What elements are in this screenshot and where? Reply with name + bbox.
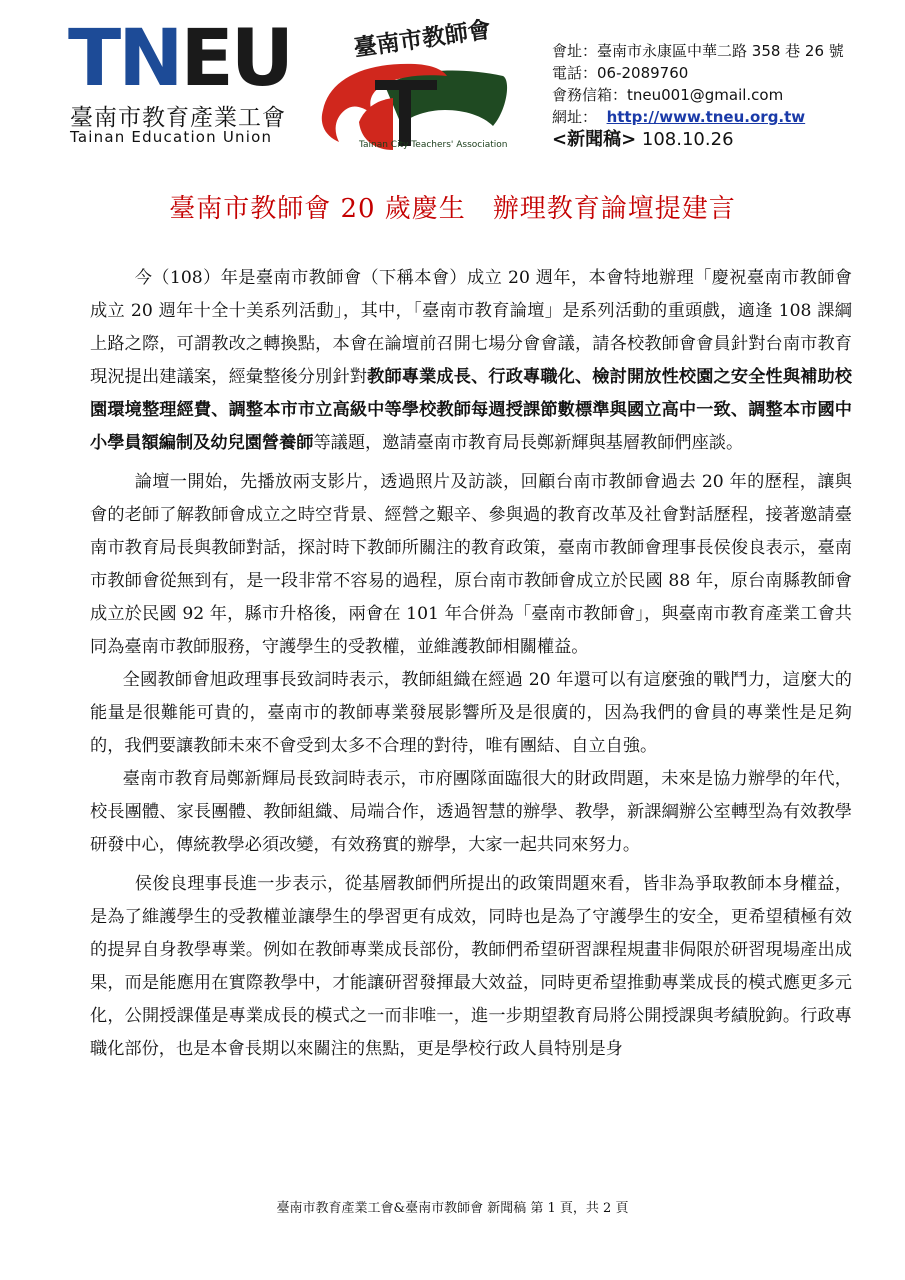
page-title: 臺南市教師會 20 歲慶生 辦理教育論壇提建言: [169, 194, 736, 224]
paragraph-1-end: 等議題，邀請臺南市教育局長鄭新輝與基層教師們座談。: [313, 433, 744, 453]
tneu-name-en: Tainan Education Union: [70, 128, 273, 146]
press-date: 108.10.26: [641, 129, 734, 150]
press-release-line: [552, 129, 897, 151]
tta-emblem-icon: [315, 18, 520, 158]
tneu-logo: [68, 14, 292, 148]
tta-logo: [315, 18, 520, 158]
page-footer: 臺南市教育產業工會&臺南市教師會 新聞稿 第 1 頁，共 2 頁: [276, 1201, 629, 1216]
tneu-logo-tn: TN: [68, 14, 181, 104]
website-label: 網址：: [552, 108, 598, 126]
tneu-logo-eu: EU: [180, 14, 292, 104]
tta-name-en: Tainan City Teachers' Association: [359, 140, 508, 150]
svg-text:臺南市教師會: 臺南市教師會: [352, 18, 493, 62]
paragraph-1-start: 今（108）年是臺南市教師會（下稱本會）成立 20 週年，本會特地辦理「慶祝臺南市教師會成立 20 週年十全十美系列活動」，其中，「臺南市教育論壇」是系列活動的重頭戲，適逢 108 課綱上路之際，可謂教改之轉換點，本會在論壇前召開七場分會會議，請各校教師會會員針對台南市教育現況提出建議案，經彙整後分別針對: [90, 268, 852, 387]
website-link[interactable]: http://www.tneu.org.tw: [606, 108, 806, 126]
contact-phone: 電話：06-2089760: [552, 64, 689, 82]
article-body: [90, 262, 852, 1066]
contact-email: 會務信箱：tneu001@gmail.com: [552, 86, 784, 104]
paragraph-2: 論壇一開始，先播放兩支影片，透過照片及訪談，回顧台南市教師會過去 20 年的歷程，讓與會的老師了解教師會成立之時空背景、經營之艱辛、參與過的教育改革及社會對話歷程，接著邀請臺南市教育局長與教師對話，探討時下教師所關注的教育政策，臺南市教師會理事長侯俊良表示，臺南市教師會從無到有，是一段非常不容易的過程，原台南市教師會成立於民國 88 年，原台南縣教師會成立於民國 92 年，縣市升格後，兩會在 101 年合併為「臺南市教師會」，與臺南市教育產業工會共同為臺南市教師服務，守護學生的受教權，並維護教師相關權益。: [90, 472, 852, 657]
tneu-logo-wordmark: [68, 14, 292, 104]
paragraph-1: [90, 262, 852, 460]
paragraph-4: 臺南市教育局鄭新輝局長致詞時表示，市府團隊面臨很大的財政問題，未來是協力辦學的年代，校長團體、家長團體、教師組織、局端合作，透過智慧的辦學、教學，新課綱辦公室轉型為有效教學研發中心，傳統教學必須改變，有效務實的辦學，大家一起共同來努力。: [90, 769, 852, 855]
tneu-name-cn: 臺南市教育產業工會: [70, 105, 286, 131]
paragraph-1-bold: 教師專業成長、行政專職化、檢討開放性校園之安全性與補助校園環境整理經費、調整本市市立高級中等學校教師每週授課節數標準與國立高中一致、調整本市國中小學員額編制及幼兒園營養師: [90, 367, 852, 453]
press-label: <新聞稿>: [552, 129, 637, 150]
contact-website: [552, 106, 897, 128]
paragraph-5: 侯俊良理事長進一步表示，從基層教師們所提出的政策問題來看，皆非為爭取教師本身權益，是為了維護學生的受教權並讓學生的學習更有成效，同時也是為了守護學生的安全，更希望積極有效的提昇自身教學專業。例如在教師專業成長部份，教師們希望研習課程規畫非侷限於研習現場產出成果，而是能應用在實際教學中，才能讓研習發揮最大效益，同時更希望推動專業成長的模式應更多元化，公開授課僅是專業成長的模式之一而非唯一，進一步期望教育局將公開授課與考績脫鉤。行政專職化部份，也是本會長期以來關注的焦點，更是學校行政人員特別是身: [90, 874, 852, 1059]
paragraph-3: 全國教師會旭政理事長致詞時表示，教師組織在經過 20 年還可以有這麼強的戰鬥力，這麼大的能量是很難能可貴的，臺南市的教師專業發展影響所及是很廣的，因為我們的會員的專業性是足夠的，我們要讓教師未來不會受到太多不合理的對待，唯有團結、自立自強。: [90, 670, 852, 756]
contact-info: [552, 40, 897, 151]
contact-address: 會址：臺南市永康區中華二路 358 巷 26 號: [552, 42, 844, 60]
